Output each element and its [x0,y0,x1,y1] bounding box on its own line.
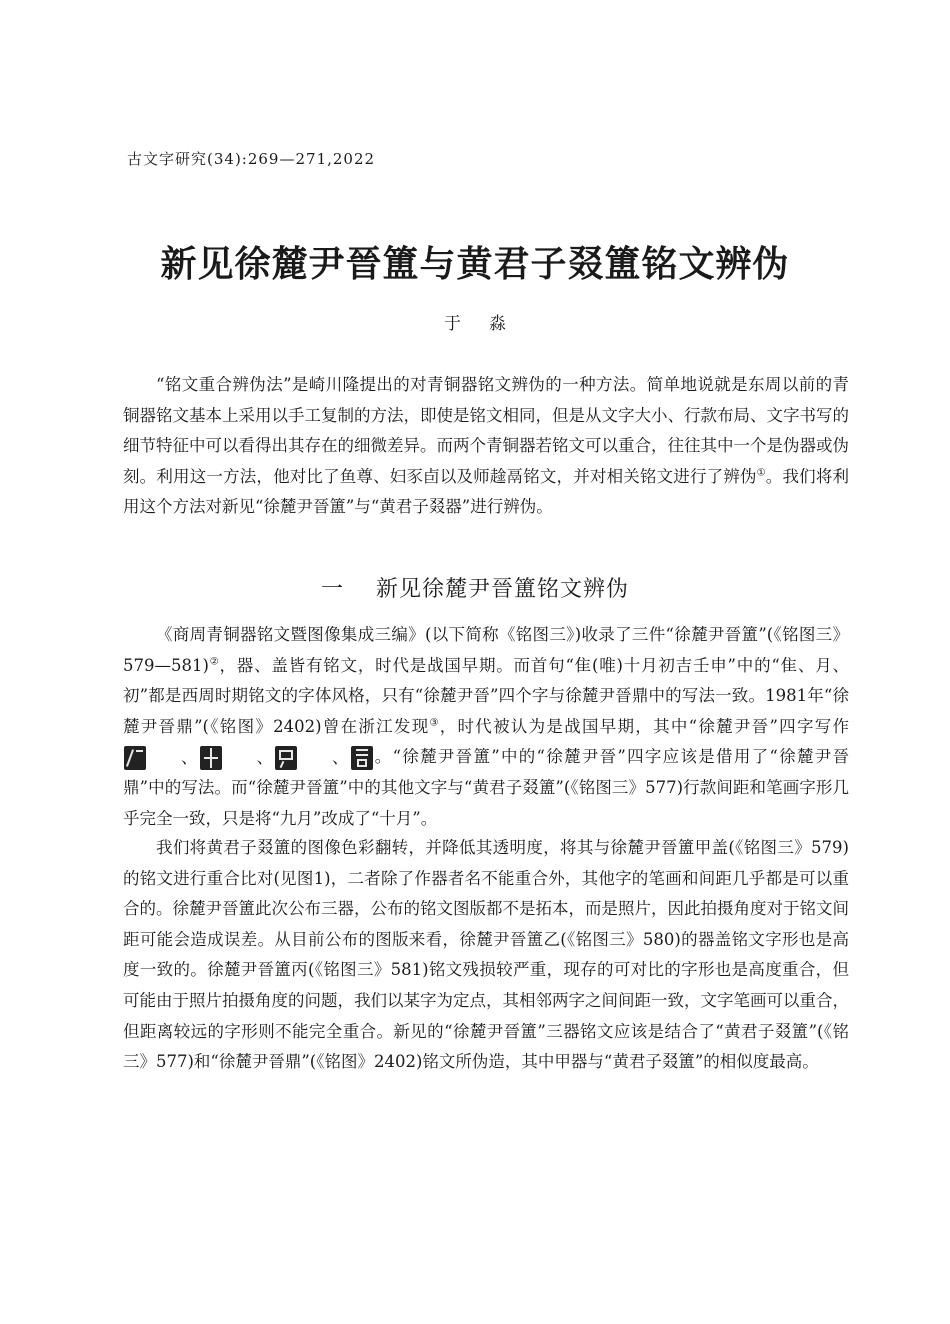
article-author: 于淼 [444,314,534,334]
section-title: 新见徐麓尹晉簠铭文辨伪 [376,577,630,602]
section-paragraph-1 [123,620,849,834]
article-title: 新见徐麓尹晉簠与黄君子叕簠铭文辨伪 [160,243,790,285]
footnote-ref-1[interactable]: ① [756,467,766,479]
para1-text-b: ，器、盖皆有铭文，时代是战国早期。而首句“隹(唯)十月初吉壬申”中的“隹、月、初”都是西周时期铭文的字体风格，只有“徐麓尹晉”四个字与徐麓尹晉鼎中的写法一致。1981年“徐麓尹晉鼎”(《铭图》2402)曾在浙江发现 [123,655,849,736]
inscription-glyph-image [351,746,373,770]
footnote-ref-2[interactable]: ② [208,656,220,668]
journal-citation: 古文字研究(34):269—271,2022 [127,150,376,168]
inscription-glyphs [123,743,374,774]
intro-text-end: 。我们将利用这个方法对新见“徐麓尹晉簠”与“黄君子叕器”进行辨伪。 [123,466,849,517]
inscription-glyph-image [200,746,222,770]
footnote-ref-3[interactable]: ③ [429,717,440,729]
para1-text-d: 。“徐麓尹晉簠”中的“徐麓尹晉”四字应该是借用了“徐麓尹晉鼎”中的写法。而“徐麓尹晉簠”中的其他文字与“黄君子叕簠”(《铭图三》577)行款间距和笔画字形几乎完全一致，只是将“九月”改成了“十月”。 [123,747,849,828]
section-heading [0,572,950,603]
section-paragraph-2 [123,833,849,1078]
para2-text: 我们将黄君子叕簠的图像色彩翻转，并降低其透明度，将其与徐麓尹晉簠甲盖(《铭图三》579)的铭文进行重合比对(见图1)，二者除了作器者名不能重合外，其他字的笔画和间距几乎都是可以重合的。徐麓尹晉簠此次公布三器，公布的铭文图版都不是拓本，而是照片，因此拍摄角度对于铭文间距可能会造成误差。从目前公布的图版来看，徐麓尹晉簠乙(《铭图三》580)的器盖铭文字形也是高度一致的。徐麓尹晉簠丙(《铭图三》581)铭文残损较严重，现存的可对比的字形也是高度重合，但可能由于照片拍摄角度的问题，我们以某字为定点，其相邻两字之间间距一致，文字笔画可以重合，但距离较远的字形则不能完全重合。新见的“徐麓尹晉簠”三器铭文应该是结合了“黄君子叕簠”(《铭三》577)和“徐麓尹晉鼎”(《铭图》2402)铭文所伪造，其中甲器与“黄君子叕簠”的相似度最高。 [123,838,849,1072]
inscription-glyph-image [275,746,297,770]
intro-paragraph [123,370,849,523]
glyph-separator: 、 [332,747,349,767]
glyph-separator: 、 [181,747,198,767]
para1-text-a: 《商周青铜器铭文暨图像集成三编》(以下简称《铭图三》)收录了三件“徐麓尹晉簠”(《铭图三》579—581) [123,625,849,675]
para1-text-c: ，时代被认为是战国早期，其中“徐麓尹晉”四字写作 [439,716,849,736]
glyph-separator: 、 [256,747,273,767]
intro-text: “铭文重合辨伪法”是崎川隆提出的对青铜器铭文辨伪的一种方法。简单地说就是东周以前的青铜器铭文基本上采用以手工复制的方法，即使是铭文相同，但是从文字大小、行款布局、文字书写的细节特征中可以看得出其存在的细微差异。而两个青铜器若铭文可以重合，往往其中一个是伪器或伪刻。利用这一方法，他对比了鱼尊、妇豕卣以及师趛鬲铭文，并对相关铭文进行了辨伪 [123,375,849,486]
section-number: 一 [320,577,344,602]
inscription-glyph-image [124,746,146,770]
